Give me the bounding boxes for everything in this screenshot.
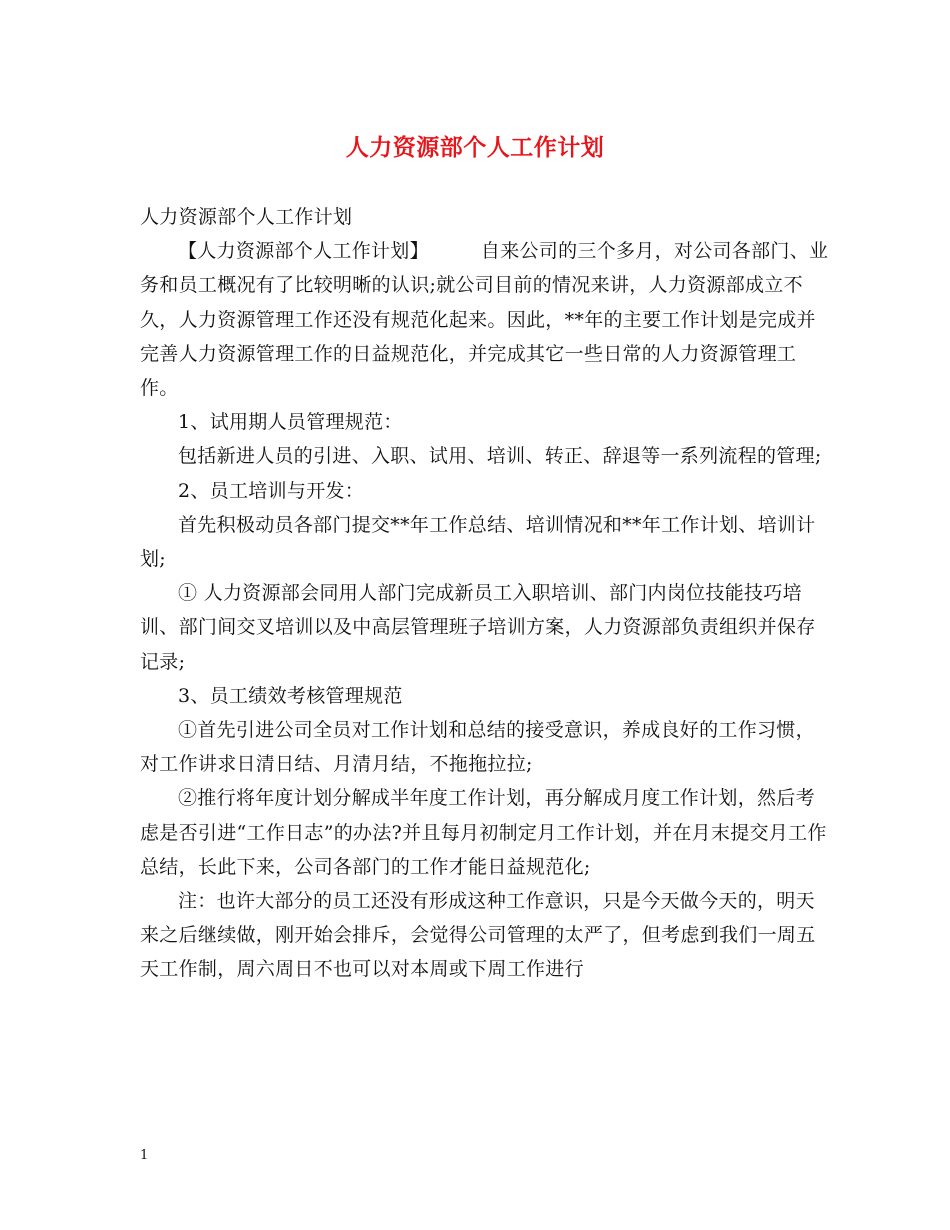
paragraph-training-plan: ① 人力资源部会同用人部门完成新员工入职培训、部门内岗位技能技巧培训、部门间交叉培训以及中高层管理班子培训方案，人力资源部负责组织并保存记录; — [140, 582, 816, 673]
document-subtitle: 人力资源部个人工作计划 — [140, 206, 353, 228]
section-heading-training: 2、员工培训与开发： — [178, 479, 365, 502]
section-heading-probation: 1、试用期人员管理规范： — [178, 411, 403, 434]
paragraph-training-summary: 首先积极动员各部门提交**年工作总结、培训情况和**年工作计划、培训计划; — [140, 513, 816, 571]
document-body — [140, 200, 830, 987]
page-number: 1 — [140, 1148, 149, 1163]
intro-text: 自来公司的三个多月，对公司各部门、业务和员工概况有了比较明晰的认识;就公司目前的情况来讲，人力资源部成立不久，人力资源管理工作还没有规范化起来。因此，**年的主要工作计划是完成并完善人力资源管理工作的日益规范化，并完成其它一些日常的人力资源管理工作。 — [140, 240, 829, 400]
document-title: 人力资源部个人工作计划 — [345, 134, 605, 161]
intro-bracket-heading: 【人力资源部个人工作计划】 — [178, 240, 429, 263]
paragraph-performance-plan: ②推行将年度计划分解成半年度工作计划，再分解成月度工作计划，然后考虑是否引进“工作日志”的办法?并且每月初制定月工作计划，并在月末提交月工作总结，长此下来，公司各部门的工作才能日益规范化; — [140, 787, 827, 878]
paragraph-performance-awareness: ①首先引进公司全员对工作计划和总结的接受意识，养成良好的工作习惯，对工作讲求日清日结、月清月结，不拖拖拉拉; — [140, 719, 815, 776]
paragraph-note: 注：也许大部分的员工还没有形成这种工作意识，只是今天做今天的，明天来之后继续做，刚开始会排斥，会觉得公司管理的太严了，但考虑到我们一周五天工作制，周六周日不也可以对本周或下周工作进行 — [140, 890, 816, 981]
intro-paragraph — [140, 234, 830, 405]
section-heading-performance: 3、员工绩效考核管理规范 — [178, 684, 403, 707]
paragraph-probation: 包括新进人员的引进、入职、试用、培训、转正、辞退等一系列流程的管理; — [178, 445, 822, 468]
